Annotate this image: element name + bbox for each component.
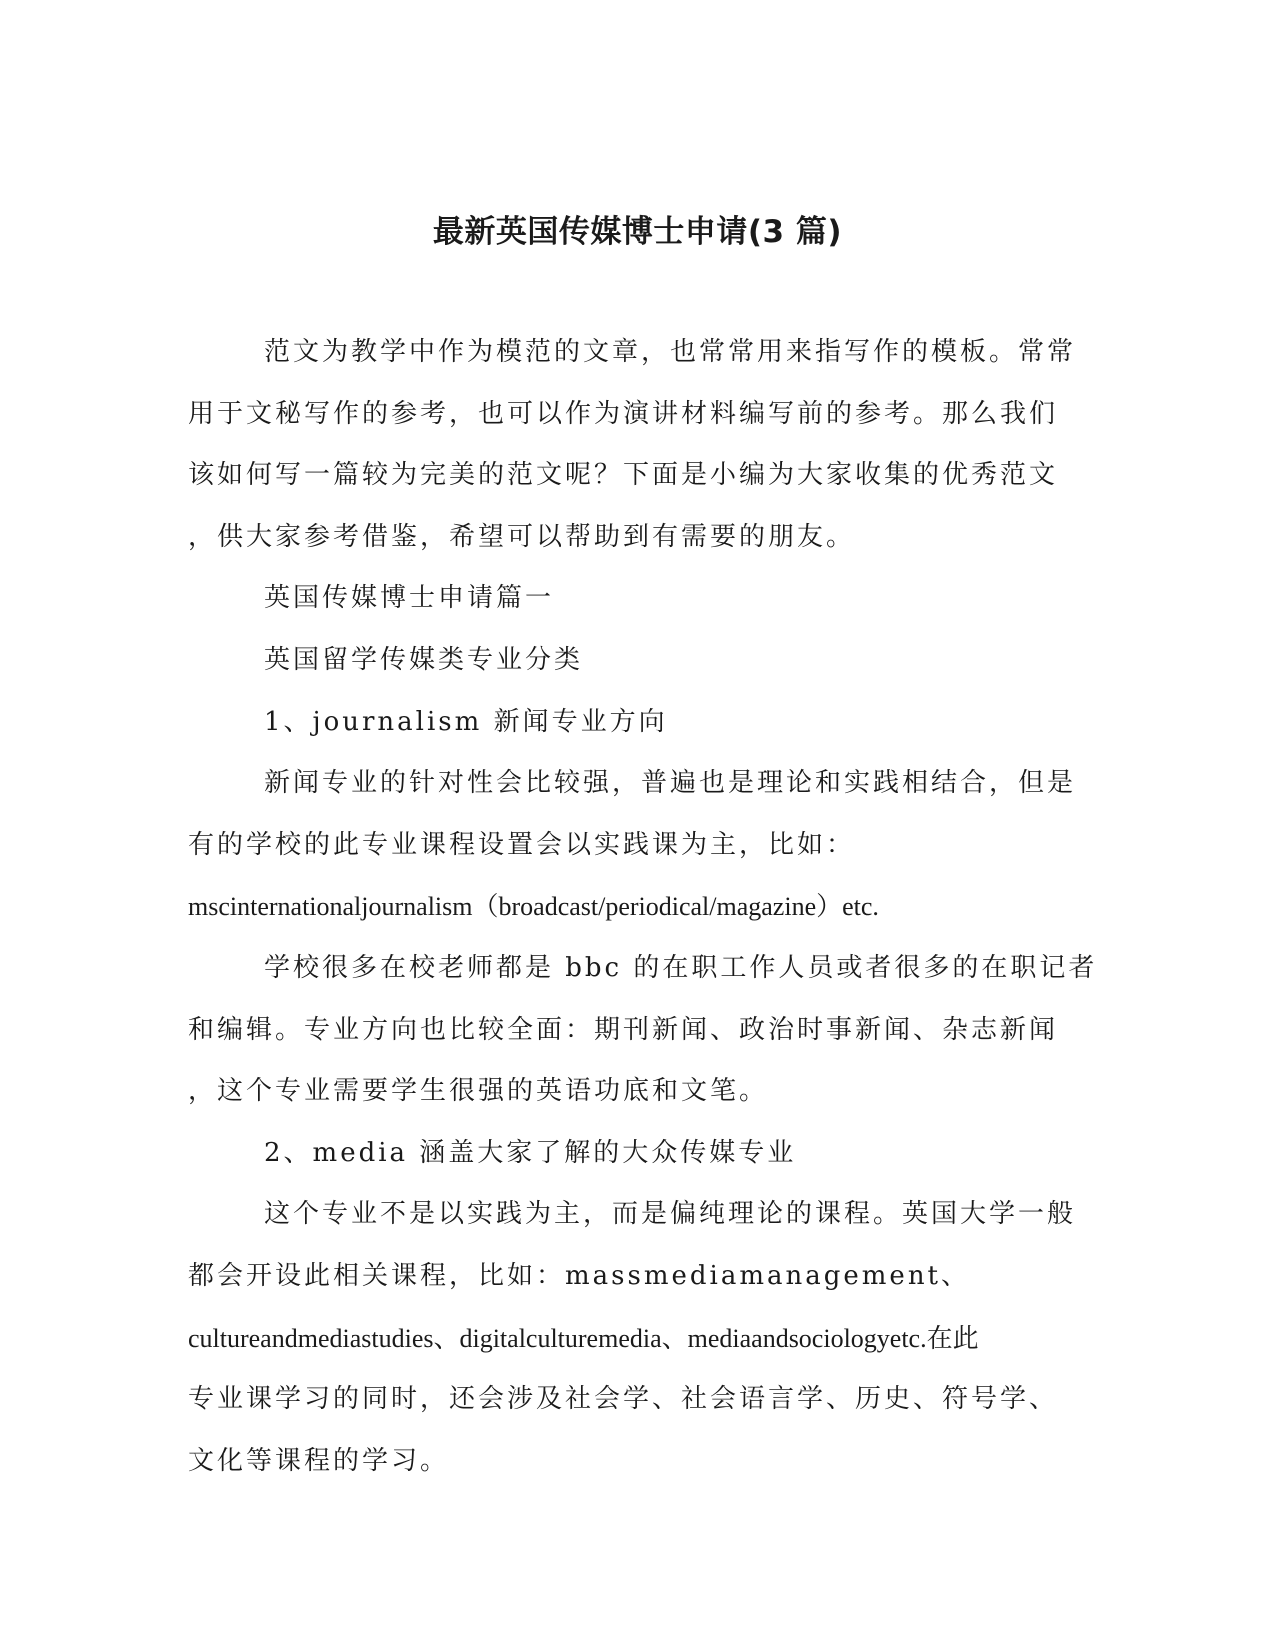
document-body bbox=[188, 322, 1098, 1492]
paragraph-line: ，这个专业需要学生很强的英语功底和文笔。 bbox=[188, 1076, 769, 1107]
paragraph-line: 用于文秘写作的参考，也可以作为演讲材料编写前的参考。那么我们 bbox=[188, 398, 1059, 429]
subsection-heading: 英国留学传媒类专业分类 bbox=[264, 644, 584, 675]
paragraph-line: mscinternationaljournalism（broadcast/periodical/magazine）etc. bbox=[188, 892, 879, 922]
paragraph-line: 和编辑。专业方向也比较全面：期刊新闻、政治时事新闻、杂志新闻 bbox=[188, 1014, 1059, 1045]
list-heading: 1、journalism 新闻专业方向 bbox=[264, 706, 668, 737]
paragraph-line: 新闻专业的针对性会比较强，普遍也是理论和实践相结合，但是 bbox=[264, 768, 1077, 799]
paragraph-line: 学校很多在校老师都是 bbc 的在职工作人员或者很多的在职记者 bbox=[264, 952, 1098, 983]
section-heading: 英国传媒博士申请篇一 bbox=[264, 583, 555, 614]
paragraph-line: cultureandmediastudies、digitalculturemedia、mediaandsociologyetc.在此 bbox=[188, 1323, 979, 1353]
paragraph-line: ，供大家参考借鉴，希望可以帮助到有需要的朋友。 bbox=[188, 521, 856, 552]
list-heading: 2、media 涵盖大家了解的大众传媒专业 bbox=[264, 1137, 797, 1168]
paragraph-line: 文化等课程的学习。 bbox=[188, 1445, 450, 1476]
paragraph-line: 专业课学习的同时，还会涉及社会学、社会语言学、历史、符号学、 bbox=[188, 1384, 1059, 1415]
paragraph-line: 有的学校的此专业课程设置会以实践课为主，比如： bbox=[188, 829, 856, 860]
paragraph-line: 都会开设此相关课程，比如：massmediamanagement、 bbox=[188, 1260, 971, 1291]
document-title: 最新英国传媒博士申请(3 篇) bbox=[432, 214, 843, 250]
paragraph-line: 该如何写一篇较为完美的范文呢？下面是小编为大家收集的优秀范文 bbox=[188, 460, 1059, 491]
paragraph-line: 这个专业不是以实践为主，而是偏纯理论的课程。英国大学一般 bbox=[264, 1199, 1077, 1230]
paragraph-line: 范文为教学中作为模范的文章，也常常用来指写作的模板。常常 bbox=[264, 337, 1077, 367]
